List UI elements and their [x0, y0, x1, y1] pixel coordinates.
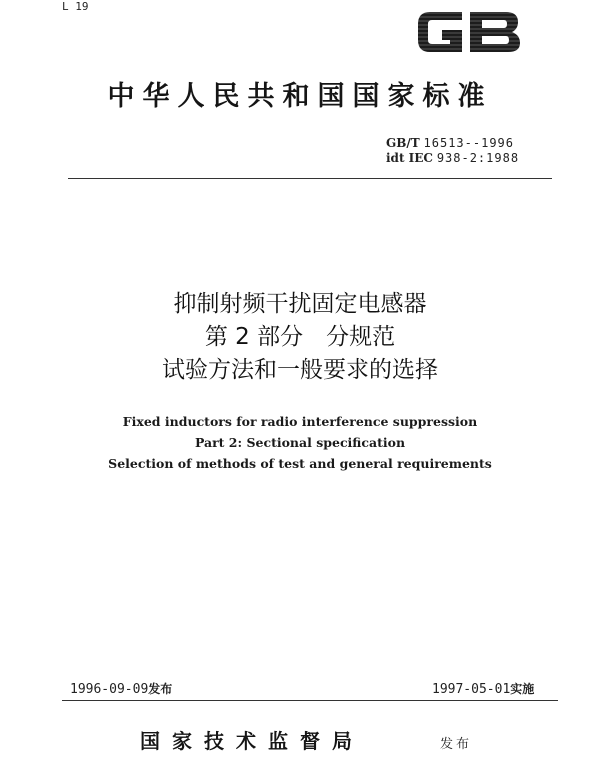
chinese-title — [40, 288, 560, 387]
implementation-date — [432, 680, 534, 697]
chinese-title-line-2: 第 2 部分 分规范 — [204, 324, 396, 350]
idt-prefix: idt IEC — [386, 151, 433, 165]
gb-logo-icon — [410, 2, 528, 60]
standard-code-number: 16513--1996 — [423, 136, 515, 150]
issuing-body-title: 中华人民共和国国家标准 — [107, 81, 493, 112]
english-title — [40, 411, 560, 474]
standard-number-block — [386, 136, 519, 166]
chinese-title-line-1: 抑制射频干扰固定电感器 — [173, 291, 427, 317]
ics-code: L 19 — [62, 0, 89, 13]
footer-divider — [62, 700, 558, 701]
issue-label: 发布 — [148, 682, 173, 696]
idt-number: 938-2:1988 — [436, 151, 520, 165]
standard-code-prefix: GB/T — [386, 136, 420, 150]
equivalent-standard — [386, 151, 519, 166]
english-title-line-2: Part 2: Sectional specification — [194, 435, 406, 450]
issue-date-value: 1996-09-09 — [70, 682, 149, 697]
header-divider — [68, 178, 552, 179]
english-title-line-1: Fixed inductors for radio interference suppression — [122, 414, 478, 429]
publisher-name: 国家技术监督局 — [140, 729, 364, 753]
publisher-label: 发布 — [440, 737, 473, 752]
chinese-title-line-3: 试验方法和一般要求的选择 — [162, 357, 438, 383]
standard-number — [386, 136, 519, 151]
issue-date — [70, 680, 172, 697]
english-title-line-3: Selection of methods of test and general requirements — [108, 456, 492, 471]
implementation-date-value: 1997-05-01 — [432, 682, 511, 697]
implementation-label: 实施 — [510, 682, 535, 696]
